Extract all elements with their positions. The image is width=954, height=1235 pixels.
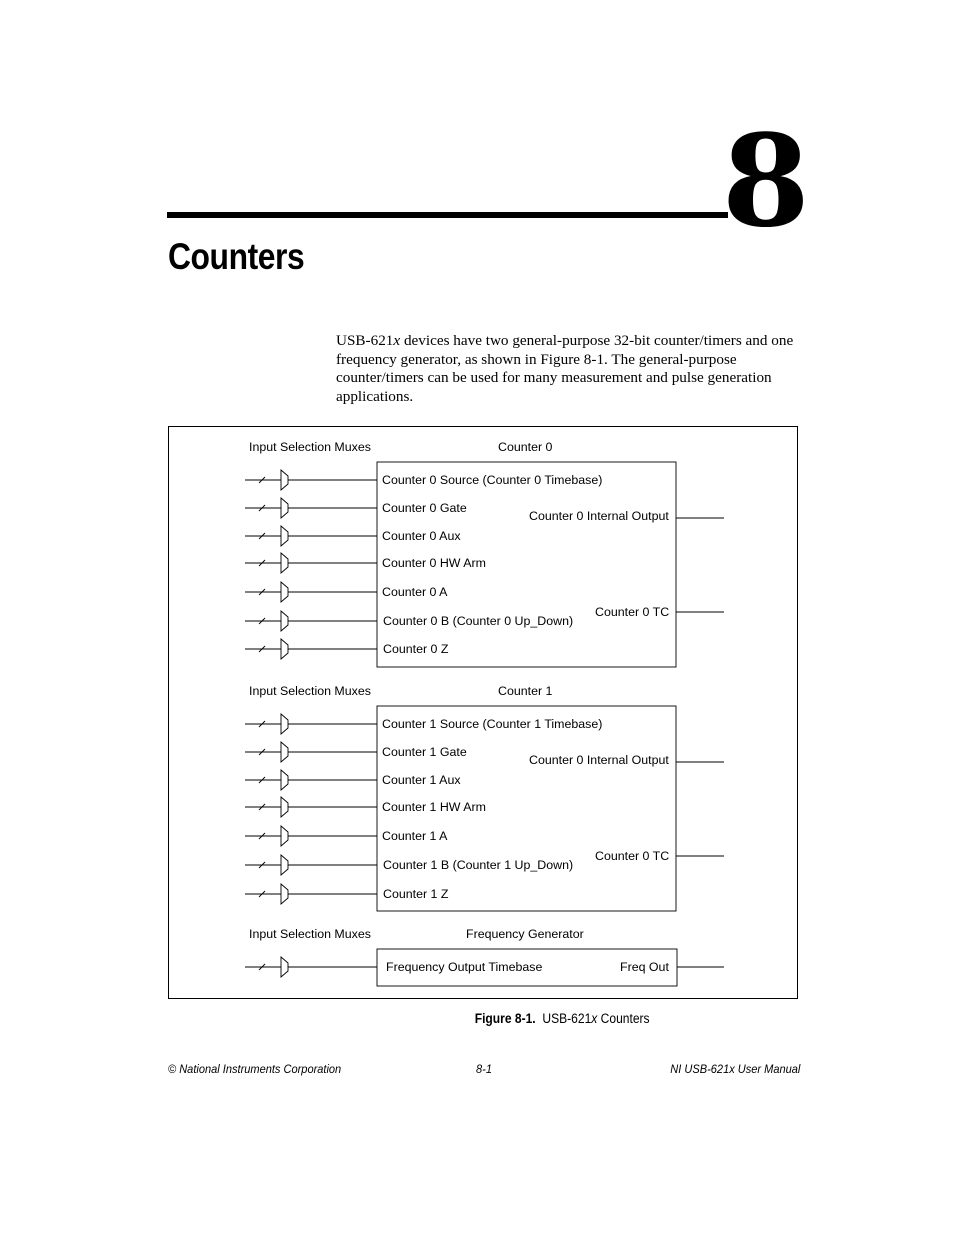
counter0-input-mux-symbol (281, 611, 288, 631)
counter1-input-mux-symbol (281, 714, 288, 734)
caption-label: Figure 8-1. (474, 1011, 536, 1026)
freq-output: Freq Out (620, 960, 669, 974)
diagram-lines (169, 427, 799, 1000)
counter0-input-mux-symbol (281, 498, 288, 518)
chapter-title: Counters (168, 236, 305, 277)
intro-text-pre: USB-621 (336, 332, 394, 349)
freq-input: Frequency Output Timebase (386, 960, 543, 974)
counter1-input: Counter 1 A (382, 829, 448, 843)
counter1-input-mux-symbol (281, 884, 288, 904)
counter0-input: Counter 0 B (Counter 0 Up_Down) (383, 614, 574, 628)
footer-right: NI USB-621x User Manual (669, 1062, 800, 1076)
counter1-input-mux-symbol (281, 855, 288, 875)
counter0-input: Counter 0 Aux (382, 529, 461, 543)
counter1-input: Counter 1 HW Arm (382, 800, 486, 814)
counter0-output: Counter 0 TC (595, 605, 670, 619)
chapter-rule (167, 212, 728, 218)
footer-left: © National Instruments Corporation (168, 1062, 342, 1076)
counter1-input: Counter 1 Source (Counter 1 Timebase) (382, 717, 603, 731)
counter0-input: Counter 0 Source (Counter 0 Timebase) (382, 473, 603, 487)
counter1-output: Counter 0 TC (595, 849, 670, 863)
intro-text-italic: x (393, 332, 401, 349)
freq-mux-label: Input Selection Muxes (249, 927, 371, 941)
counter1-input: Counter 1 Gate (382, 745, 467, 759)
counter0-title: Counter 0 (498, 440, 553, 454)
counter1-mux-label: Input Selection Muxes (249, 684, 371, 698)
counter0-input: Counter 0 A (382, 585, 448, 599)
counter0-output: Counter 0 Internal Output (529, 509, 669, 523)
counter1-input: Counter 1 Z (383, 887, 449, 901)
footer-page-number: 8-1 (476, 1062, 492, 1076)
counters-diagram (168, 426, 798, 999)
counter0-input: Counter 0 Z (383, 642, 449, 656)
counter0-input: Counter 0 Gate (382, 501, 467, 515)
counter1-title: Counter 1 (498, 684, 553, 698)
counter0-input-mux-symbol (281, 553, 288, 573)
counter0-input-mux-symbol (281, 526, 288, 546)
freq-title: Frequency Generator (466, 927, 584, 941)
figure-caption (0, 1011, 954, 1026)
counter1-input-mux-symbol (281, 742, 288, 762)
counter1-input: Counter 1 B (Counter 1 Up_Down) (383, 858, 574, 872)
intro-text-post: devices have two general-purpose 32-bit counter/timers and one frequency generator, as shown in Figure 8-1. The general-purpose counter/timers can be used for many measurement and pulse generation applications. (336, 332, 794, 406)
counter0-input: Counter 0 HW Arm (382, 556, 486, 570)
chapter-number: 8 (722, 107, 810, 255)
counter0-mux-label: Input Selection Muxes (249, 440, 371, 454)
caption-text-post: Counters (597, 1011, 650, 1026)
counter1-input-mux-symbol (281, 770, 288, 790)
counter1-output: Counter 0 Internal Output (529, 753, 669, 767)
caption-text-pre: USB-621 (542, 1011, 592, 1026)
caption-text-italic: x (591, 1011, 598, 1026)
counter0-input-mux-symbol (281, 582, 288, 602)
counter0-input-mux-symbol (281, 470, 288, 490)
counter1-input-mux-symbol (281, 826, 288, 846)
counter0-input-mux-symbol (281, 639, 288, 659)
counter1-input: Counter 1 Aux (382, 773, 461, 787)
intro-paragraph (336, 332, 796, 407)
freq-input-mux-symbol (281, 957, 288, 977)
counter1-input-mux-symbol (281, 797, 288, 817)
